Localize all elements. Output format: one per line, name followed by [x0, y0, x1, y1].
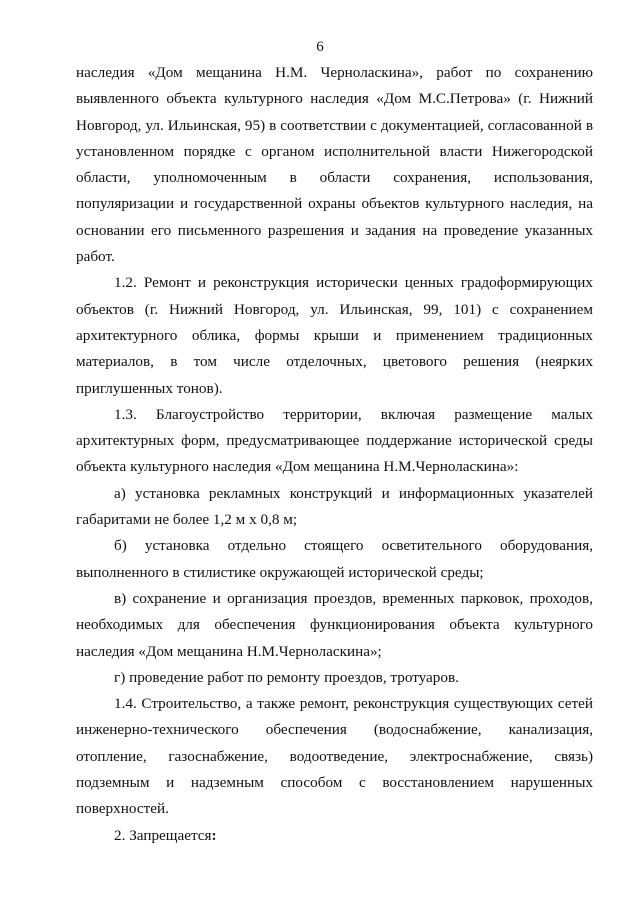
paragraph-2-colon: :	[211, 826, 217, 844]
paragraph-1-3: 1.3. Благоустройство территории, включая размещение малых архитектурных форм, предусматривающее поддержание исторической среды объекта культурного наследия «Дом мещанина Н.М.Черноласкина»:	[76, 405, 593, 476]
page-number: 6	[316, 39, 324, 55]
paragraph-2-text: 2. Запрещается	[114, 826, 212, 844]
paragraph-item-a: а) установка рекламных конструкций и информационных указателей габаритами не более 1,2 м х 0,8 м;	[76, 484, 593, 529]
paragraph-2	[76, 823, 593, 849]
paragraph-1-2: 1.2. Ремонт и реконструкция исторически ценных градоформирующих объектов (г. Нижний Новгород, ул. Ильинская, 99, 101) с сохранением архитектурного облика, формы крыши и применением традиционных материалов, в том числе отделочных, цветового решения (неярких приглушенных тонов).	[76, 274, 593, 397]
paragraph-item-v: в) сохранение и организация проездов, временных парковок, проходов, необходимых для обеспечения функционирования объекта культурного наследия «Дом мещанина Н.М.Черноласкина»;	[76, 589, 593, 660]
paragraph-continuation: наследия «Дом мещанина Н.М. Черноласкина», работ по сохранению выявленного объекта культурного наследия «Дом М.С.Петрова» (г. Нижний Новгород, ул. Ильинская, 95) в соответствии с документацией, согласованной в установленном порядке с органом исполнительной власти Нижегородской области, уполномоченным в области сохранения, использования, популяризации и государственной охраны объектов культурного наследия, на основании его письменного разрешения и задания на проведение указанных работ.	[76, 64, 593, 266]
paragraph-1-4: 1.4. Строительство, а также ремонт, реконструкция существующих сетей инженерно-технического обеспечения (водоснабжение, канализация, отопление, газоснабжение, водоотведение, электроснабжение, связь) подземным и надземным способом с восстановлением нарушенных поверхностей.	[76, 695, 593, 818]
paragraph-item-g: г) проведение работ по ремонту проездов, тротуаров.	[114, 668, 459, 686]
document-body	[76, 60, 593, 849]
paragraph-item-b: б) установка отдельно стоящего осветительного оборудования, выполненного в стилистике окружающей исторической среды;	[76, 537, 593, 581]
